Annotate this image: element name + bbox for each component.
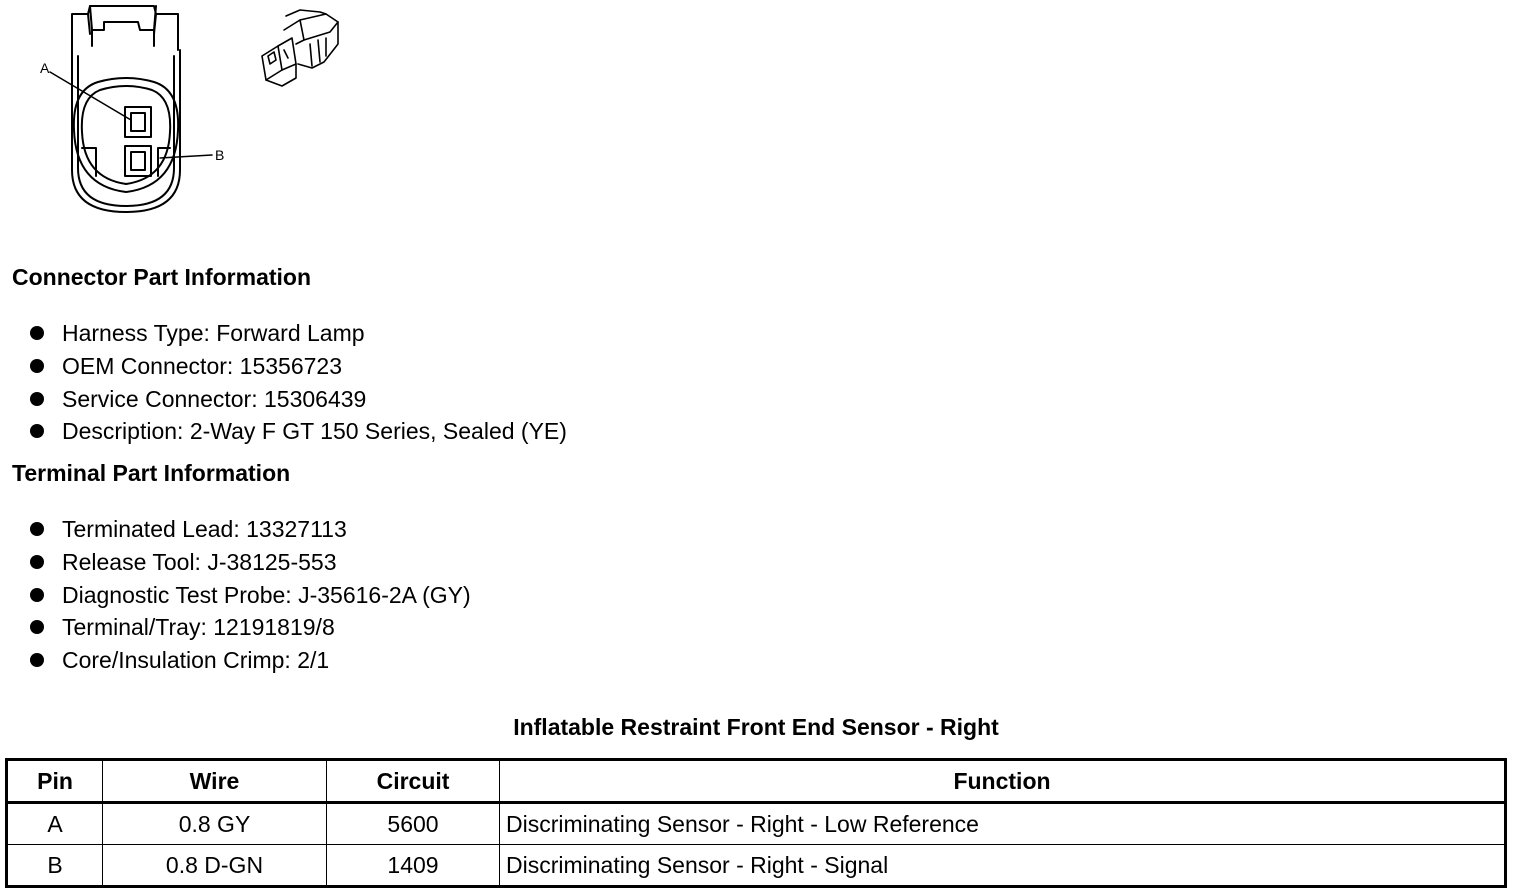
circuit-cell: 1409 — [327, 845, 500, 887]
list-item — [30, 580, 471, 613]
bullet-icon — [30, 653, 44, 667]
core-insulation-crimp: Core/Insulation Crimp: 2/1 — [62, 647, 330, 674]
circuit-cell: 5600 — [327, 803, 500, 845]
connector-latch — [72, 6, 178, 50]
list-item — [30, 351, 567, 384]
connector-part-info-list — [30, 318, 567, 449]
bullet-icon — [30, 620, 44, 634]
terminal-cavity-a — [125, 107, 151, 137]
terminal-cavity-b — [125, 146, 151, 176]
pin-cell: B — [7, 845, 103, 887]
header-function: Function — [500, 760, 1506, 803]
pin-b-leader — [160, 155, 212, 158]
pin-table — [5, 758, 1507, 888]
wire-cell: 0.8 D-GN — [103, 845, 327, 887]
list-item — [30, 384, 567, 417]
pin-table-title: Inflatable Restraint Front End Sensor - Right — [513, 714, 999, 740]
header-wire: Wire — [103, 760, 327, 803]
table-header-row — [7, 760, 1506, 803]
harness-type: Harness Type: Forward Lamp — [62, 320, 365, 346]
connector-part-info-heading: Connector Part Information — [12, 264, 312, 290]
header-pin: Pin — [7, 760, 103, 803]
bullet-icon — [30, 392, 44, 406]
table-row — [7, 803, 1506, 845]
connector-description: Description: 2-Way F GT 150 Series, Sealed (YE) — [62, 418, 567, 445]
list-item — [30, 514, 471, 547]
bullet-icon — [30, 588, 44, 602]
connector-diagram — [0, 0, 360, 230]
function-cell: Discriminating Sensor - Right - Signal — [500, 845, 1506, 887]
bullet-icon — [30, 555, 44, 569]
connector-isometric-icon — [262, 10, 338, 86]
list-item — [30, 645, 471, 678]
bullet-icon — [30, 522, 44, 536]
pin-cell: A — [7, 803, 103, 845]
oem-connector: OEM Connector: 15356723 — [62, 352, 343, 379]
bullet-icon — [30, 424, 44, 438]
diagnostic-test-probe: Diagnostic Test Probe: J-35616-2A (GY) — [62, 581, 471, 608]
header-circuit: Circuit — [327, 760, 500, 803]
bullet-icon — [30, 359, 44, 373]
service-connector: Service Connector: 15306439 — [62, 385, 367, 412]
function-cell: Discriminating Sensor - Right - Low Reference — [500, 803, 1506, 845]
terminated-lead: Terminated Lead: 13327113 — [62, 516, 347, 542]
terminal-part-info-list — [30, 514, 471, 678]
bullet-icon — [30, 326, 44, 340]
table-row — [7, 845, 1506, 887]
list-item — [30, 612, 471, 645]
release-tool: Release Tool: J-38125-553 — [62, 548, 337, 575]
pin-b-label: B — [215, 147, 225, 163]
wire-cell: 0.8 GY — [103, 803, 327, 845]
list-item — [30, 547, 471, 580]
terminal-tray: Terminal/Tray: 12191819/8 — [62, 614, 335, 641]
list-item — [30, 416, 567, 449]
pin-a-label: A — [40, 60, 50, 76]
terminal-part-info-heading: Terminal Part Information — [12, 460, 291, 486]
list-item — [30, 318, 567, 351]
